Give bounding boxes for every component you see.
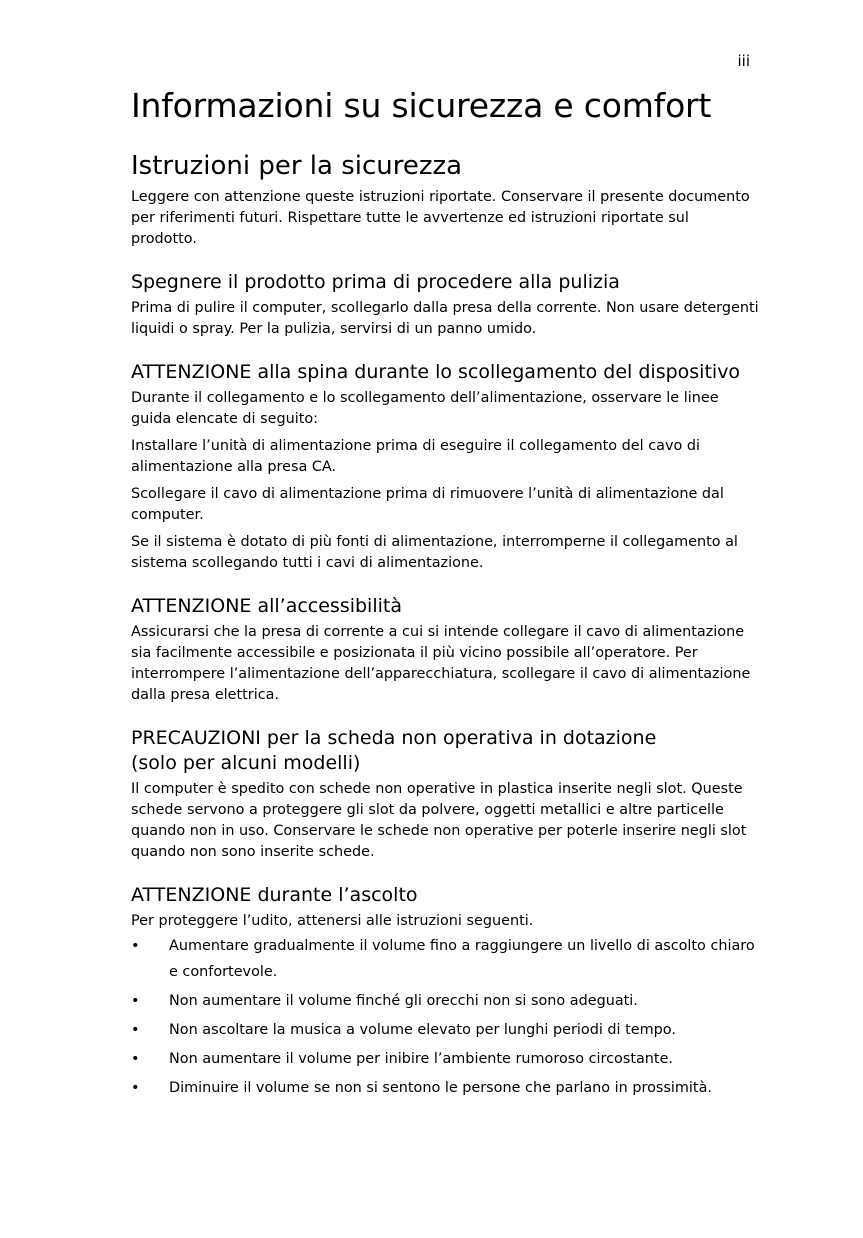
bullet-icon: • [131, 1080, 140, 1096]
section-plug [131, 360, 759, 574]
paragraph: Durante il collegamento e lo scollegamento dell’alimentazione, osservare le linee guida elencate di seguito: [131, 390, 719, 427]
section-heading: Spegnere il prodotto prima di procedere alla pulizia [131, 271, 620, 293]
intro-paragraph: Leggere con attenzione queste istruzioni riportate. Conservare il presente documento per riferimenti futuri. Rispettare tutte le avvertenze ed istruzioni riportate sul prodotto. [131, 189, 750, 247]
bullet-icon: • [131, 993, 140, 1009]
bullet-icon: • [131, 938, 140, 954]
list-item [131, 1075, 759, 1101]
list-item [131, 1017, 759, 1043]
section-title: Istruzioni per la sicurezza [131, 151, 463, 181]
paragraph: Installare l’unità di alimentazione prima di eseguire il collegamento del cavo di alimentazione alla presa CA. [131, 438, 700, 475]
list-item-text: Aumentare gradualmente il volume fino a raggiungere un livello di ascolto chiaro e confortevole. [169, 938, 755, 980]
section-heading: PRECAUZIONI per la scheda non operativa in dotazione [131, 727, 657, 749]
list-item-text: Non aumentare il volume finché gli orecchi non si sono adeguati. [169, 993, 638, 1009]
section-dummy-card [131, 726, 759, 863]
paragraph: Prima di pulire il computer, scollegarlo dalla presa della corrente. Non usare detergenti liquidi o spray. Per la pulizia, servirsi di un panno umido. [131, 300, 759, 337]
paragraph: Scollegare il cavo di alimentazione prima di rimuovere l’unità di alimentazione dal computer. [131, 486, 724, 523]
list-item-text: Non ascoltare la musica a volume elevato per lunghi periodi di tempo. [169, 1022, 676, 1038]
document-body [131, 84, 759, 1104]
list-item-text: Non aumentare il volume per inibire l’ambiente rumoroso circostante. [169, 1051, 674, 1067]
list-item [131, 933, 759, 985]
list-item [131, 988, 759, 1014]
section-cleaning [131, 270, 759, 340]
section-listening [131, 883, 759, 1101]
page-number: iii [737, 52, 750, 70]
bullet-icon: • [131, 1051, 140, 1067]
bullet-list [131, 933, 759, 1101]
section-heading-continued: (solo per alcuni modelli) [131, 752, 361, 774]
section-heading: ATTENZIONE durante l’ascolto [131, 884, 418, 906]
paragraph: Se il sistema è dotato di più fonti di alimentazione, interromperne il collegamento al sistema scollegando tutti i cavi di alimentazione. [131, 534, 738, 571]
list-item-text: Diminuire il volume se non si sentono le persone che parlano in prossimità. [169, 1080, 712, 1096]
list-item [131, 1046, 759, 1072]
page-title: Informazioni su sicurezza e comfort [131, 86, 712, 125]
paragraph: Il computer è spedito con schede non operative in plastica inserite negli slot. Queste schede servono a proteggere gli slot da polvere, oggetti metallici e altre particelle quando non in uso. Conservare le schede non operative per poterle inserire negli slot quando non sono inserite schede. [131, 781, 747, 860]
paragraph: Assicurarsi che la presa di corrente a cui si intende collegare il cavo di alimentazione sia facilmente accessibile e posizionata il più vicino possibile all’operatore. Per interrompere l’alimentazione dell’apparecchiatura, scollegare il cavo di alimentazione dalla presa elettrica. [131, 624, 751, 703]
section-heading: ATTENZIONE alla spina durante lo scollegamento del dispositivo [131, 361, 741, 383]
bullet-icon: • [131, 1022, 140, 1038]
section-accessibility [131, 594, 759, 706]
paragraph: Per proteggere l’udito, attenersi alle istruzioni seguenti. [131, 913, 534, 929]
section-heading: ATTENZIONE all’accessibilità [131, 595, 402, 617]
